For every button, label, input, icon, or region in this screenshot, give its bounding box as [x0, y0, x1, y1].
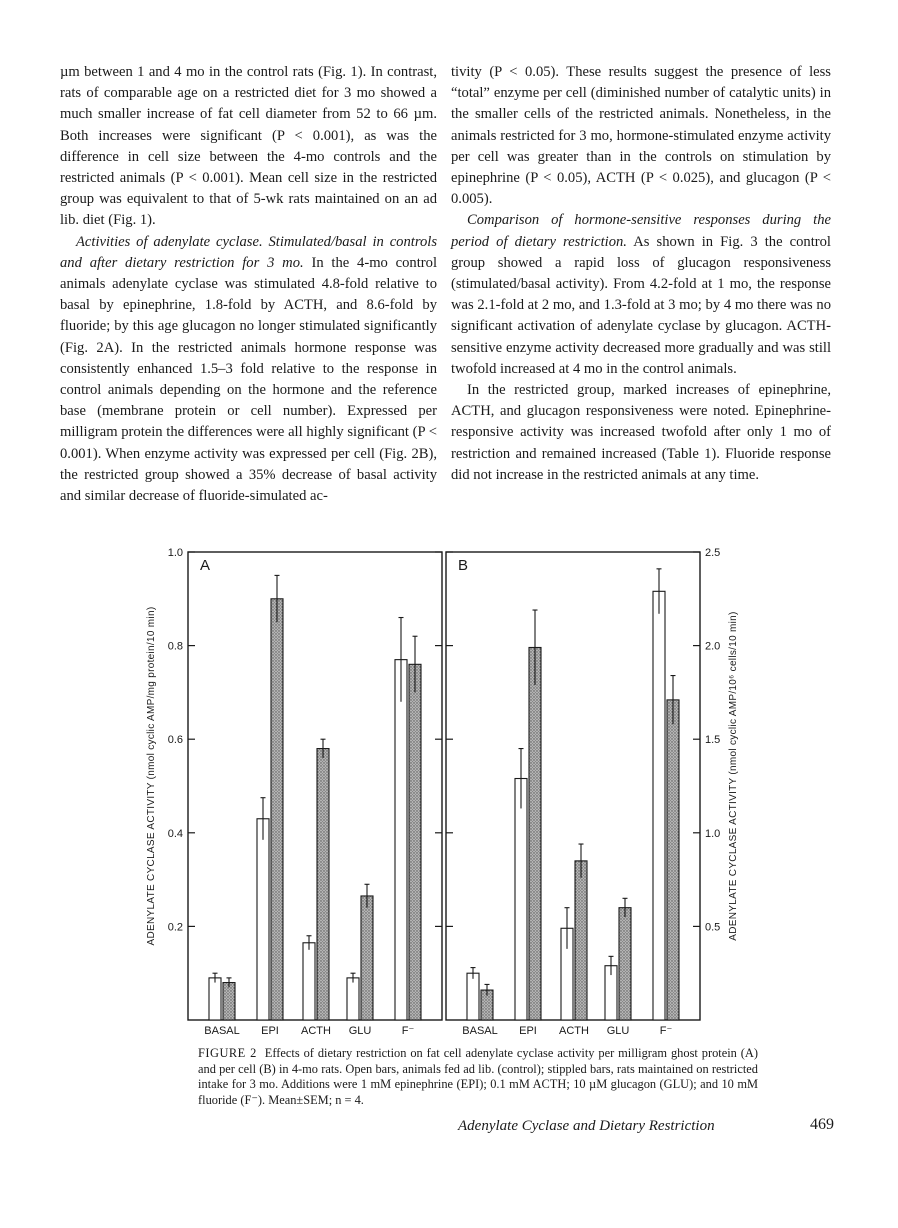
y-tick-label: 0.2	[167, 921, 183, 934]
x-category-label: F⁻	[401, 1025, 415, 1037]
x-category-label: F⁻	[659, 1025, 673, 1037]
figure-caption	[198, 1046, 758, 1108]
bar-open-f	[653, 591, 665, 1020]
running-head: Adenylate Cyclase and Dietary Restriction	[458, 1118, 715, 1134]
bar-stippled-epi	[271, 599, 283, 1020]
bar-stippled-glu	[361, 896, 373, 1020]
x-category-label: EPI	[519, 1025, 537, 1037]
bar-open-epi	[257, 819, 269, 1020]
paragraph-comparison-body: As shown in Fig. 3 the control group showed a rapid loss of glucagon responsiveness (stimulated/basal activity). From 4.2-fold at 1 mo, the response was 2.1-fold at 2 mo, and 1.3-fold at 3 mo; by 4 mo there was no significant activation of adenylate cyclase by glucagon. ACTH-sensitive enzyme activity decreased more gradually and was still twofold increased at 4 mo in the control animals.	[451, 233, 831, 377]
paragraph-adenylate-activities	[60, 232, 437, 508]
section-heading-activities: Activities of adenylate cyclase. Stimulated/basal in controls and after dietary restriction for 3 mo.	[60, 233, 437, 271]
y-axis-label: ADENYLATE CYCLASE ACTIVITY (nmol cyclic AMP/10⁶ cells/10 min)	[728, 611, 739, 941]
y-tick-label: 0.6	[167, 734, 183, 747]
x-category-label: GLU	[606, 1025, 630, 1037]
y-tick-label: 2.5	[705, 547, 721, 559]
x-category-label: EPI	[261, 1025, 279, 1037]
panel-label: A	[200, 557, 211, 574]
caption-label: FIGURE 2	[198, 1046, 257, 1060]
panel-label: B	[458, 557, 469, 574]
bar-stippled-f	[409, 664, 421, 1020]
y-axis-label: ADENYLATE CYCLASE ACTIVITY (nmol cyclic AMP/mg protein/10 min)	[146, 606, 157, 946]
bar-open-basal	[467, 973, 479, 1020]
caption-text: Effects of dietary restriction on fat cell adenylate cyclase activity per milligram ghost protein (A) and per cell (B) in 4-mo rats. Open bars, animals fed ad lib. (control); stippled bars, rats maintained on restricted intake for 3 mo. Additions were 1 mM epinephrine (EPI); 0.1 mM ACTH; 10 µM glucagon (GLU); and 10 mM fluoride (F⁻). Mean±SEM; n = 4.	[198, 1046, 759, 1107]
x-category-label: BASAL	[462, 1025, 498, 1037]
y-tick-label: 1.5	[705, 734, 721, 747]
bar-stippled-acth	[317, 749, 329, 1020]
figure-2-chart	[140, 540, 880, 1040]
paragraph-cell-size: µm between 1 and 4 mo in the control rats (Fig. 1). In contrast, rats of comparable age on a restricted diet for 3 mo showed a much smaller increase of fat cell diameter from 52 to 66 µm. Both increases were significant (P < 0.001), as was the difference in cell size between the 4-mo controls and the restricted animals (P < 0.001). Mean cell size in the restricted group was equivalent to that of 5-wk rats maintained on an ad lib. diet (Fig. 1).	[60, 64, 437, 229]
panel-a	[146, 547, 442, 1037]
paragraph-total-enzyme: tivity (P < 0.05). These results suggest the presence of less “total” enzyme per cell (diminished number of catalytic units) in the smaller cells of the restricted animals. Nonetheless, in the animals restricted for 3 mo, hormone-stimulated enzyme activity per cell was greater than in the controls on stimulation by epinephrine (P < 0.05), ACTH (P < 0.025), and glucagon (P < 0.005).	[451, 64, 831, 208]
x-category-label: BASAL	[204, 1025, 240, 1037]
panel-b	[446, 547, 739, 1037]
x-category-label: GLU	[348, 1025, 372, 1037]
bar-open-f	[395, 660, 407, 1020]
y-tick-label: 0.5	[705, 921, 721, 934]
x-category-label: ACTH	[301, 1025, 331, 1037]
right-text-column	[451, 62, 831, 486]
figure-2	[140, 540, 880, 1040]
x-category-label: ACTH	[559, 1025, 589, 1037]
y-tick-label: 1.0	[167, 547, 183, 559]
paragraph-comparison	[451, 210, 831, 380]
bar-open-basal	[209, 978, 221, 1020]
y-tick-label: 0.8	[167, 640, 183, 653]
bar-open-acth	[303, 943, 315, 1020]
bar-stippled-basal	[223, 983, 235, 1020]
bar-stippled-f	[667, 700, 679, 1020]
left-text-column	[60, 62, 437, 507]
bar-stippled-epi	[529, 647, 541, 1020]
y-tick-label: 0.4	[167, 827, 183, 840]
y-tick-label: 2.0	[705, 640, 721, 653]
section-heading-comparison: Comparison of hormone-sensitive responses during the period of dietary restriction.	[451, 212, 831, 250]
y-tick-label: 1.0	[705, 827, 721, 840]
bar-stippled-glu	[619, 908, 631, 1020]
paragraph-activities-body: In the 4-mo control animals adenylate cyclase was stimulated 4.8-fold relative to basal by epinephrine, 1.8-fold by ACTH, and 8.6-fold by fluoride; by this age glucagon no longer stimulated significantly (Fig. 2A). In the restricted animals hormone response was consistently enhanced 1.5–3 fold relative to the response in control animals depending on the hormone and the reference base (membrane protein or cell number). Expressed per milligram protein the differences were all highly significant (P < 0.001). When enzyme activity was expressed per cell (Fig. 2B), the restricted group showed a 35% decrease of basal activity and similar decrease of fluoride-simulated ac-	[60, 254, 437, 505]
paragraph-restricted-group: In the restricted group, marked increases of epinephrine, ACTH, and glucagon responsiveness were noted. Epinephrine-responsive activity was increased twofold after only 1 mo of restriction and remained increased (Table 1). Fluoride response did not increase in the restricted animals at any time.	[451, 382, 831, 483]
bar-open-glu	[347, 978, 359, 1020]
bar-stippled-acth	[575, 861, 587, 1020]
bar-open-epi	[515, 779, 527, 1020]
page-number: 469	[810, 1116, 834, 1133]
